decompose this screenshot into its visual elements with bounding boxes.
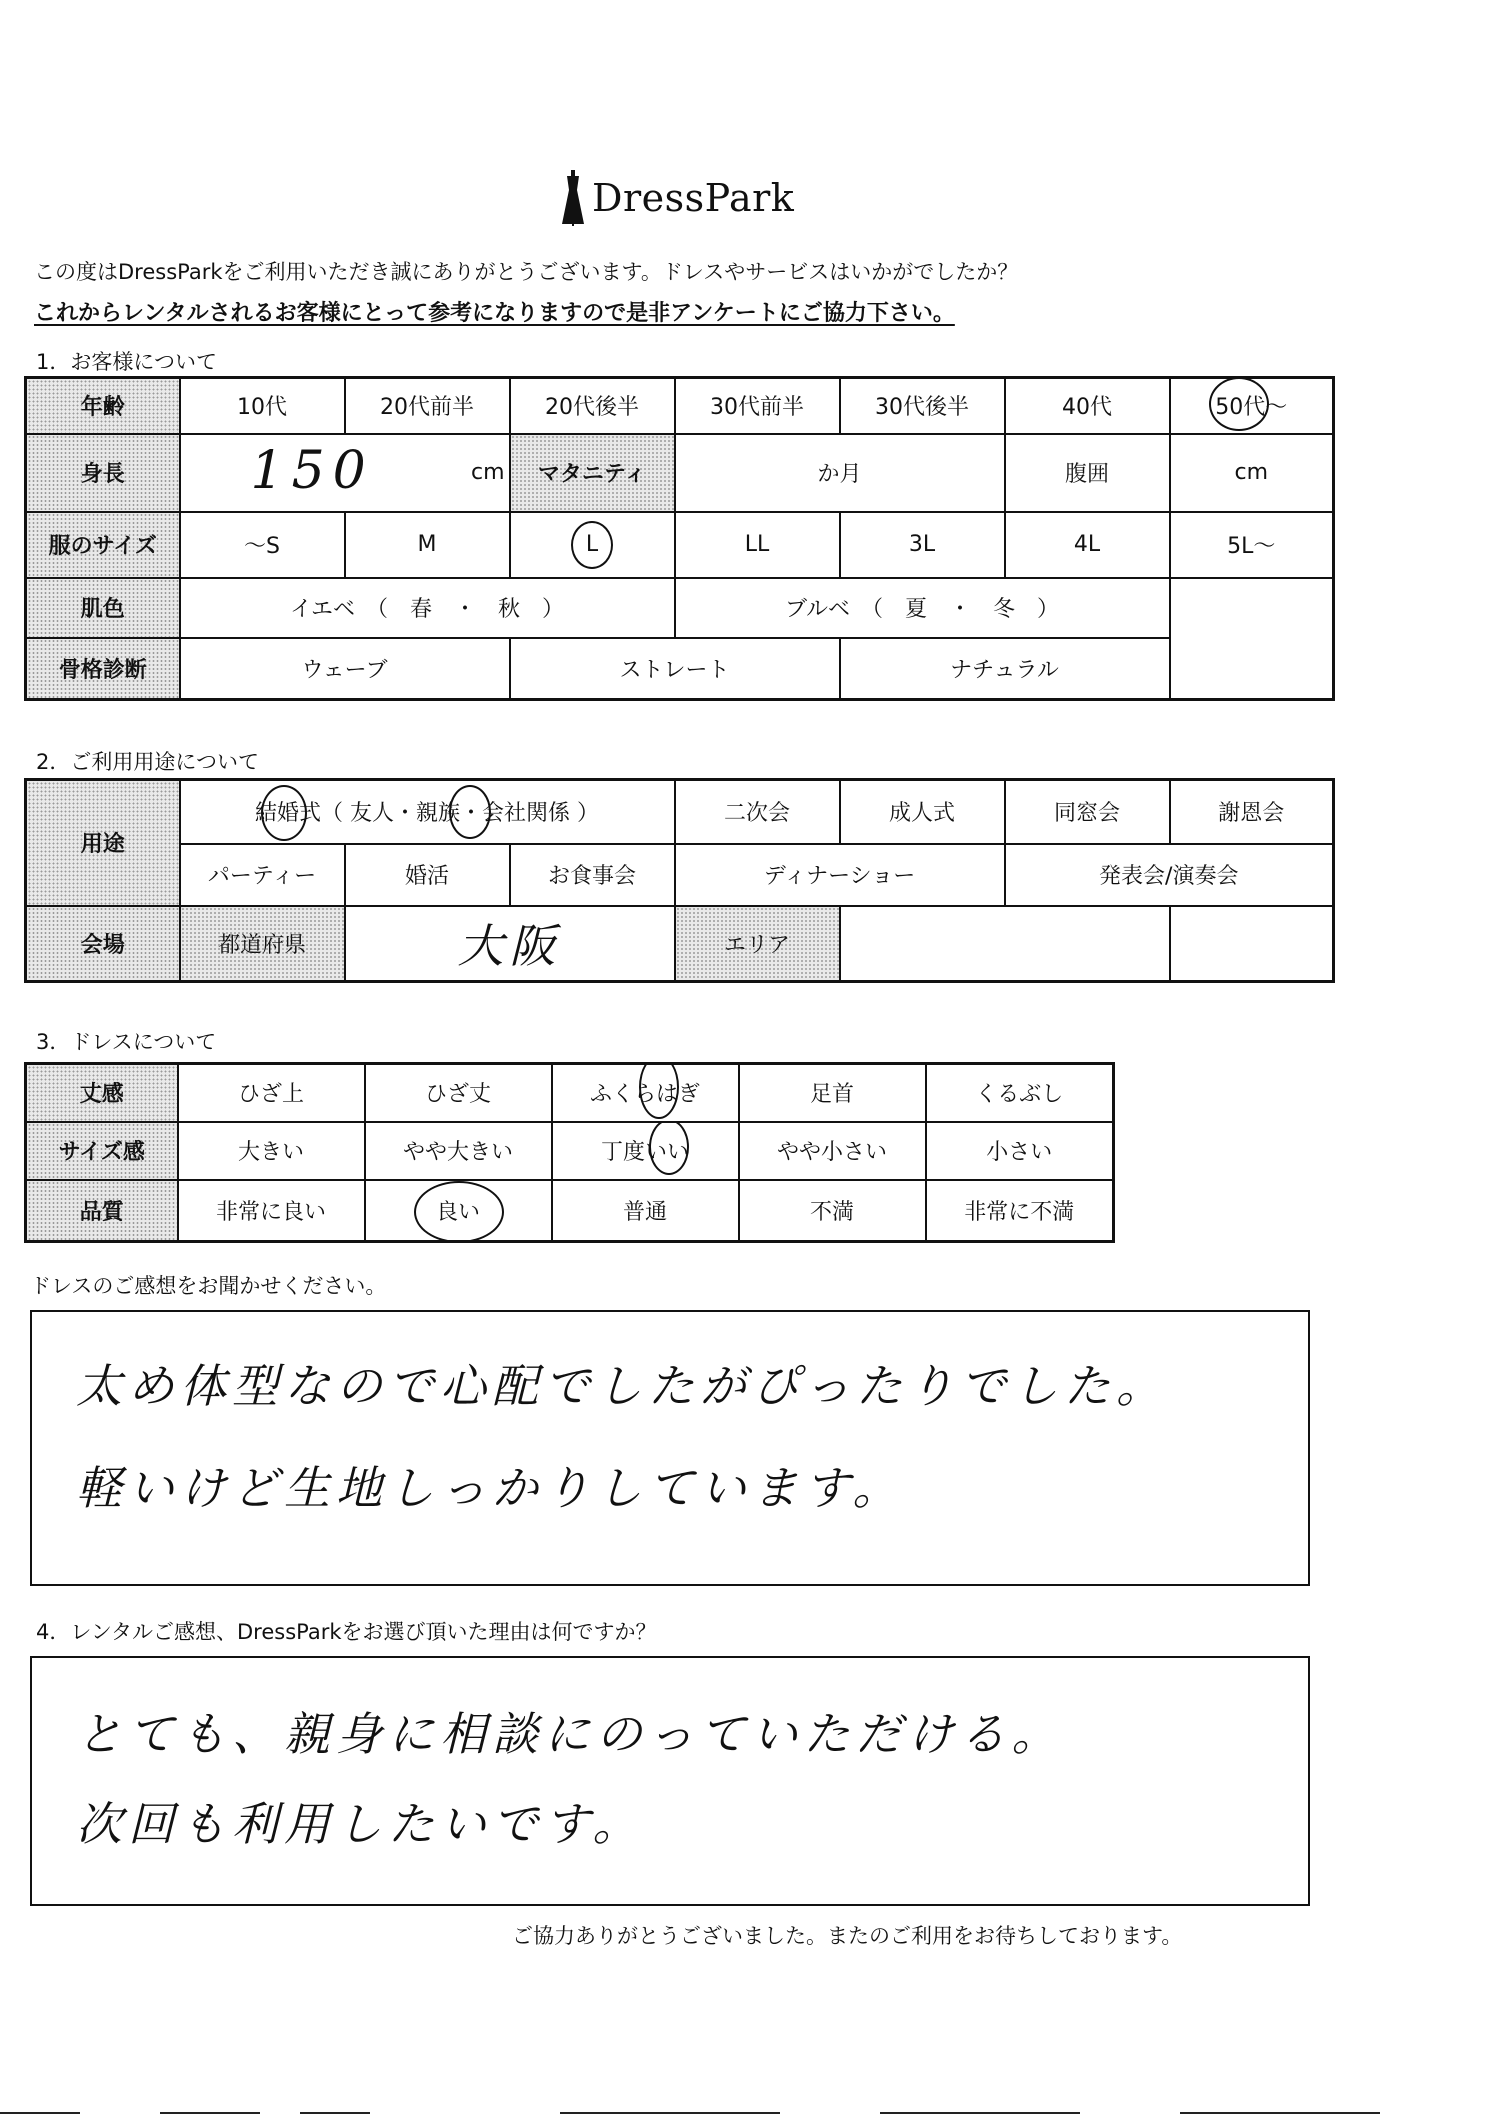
purpose-option[interactable]: 成人式 [840,780,1005,844]
reason-answer-box[interactable] [30,1656,1310,1906]
fit-option[interactable]: やや大きい [365,1122,552,1180]
dress-icon [560,170,586,226]
size-option[interactable]: M [345,512,510,578]
age-option[interactable]: 30代前半 [675,378,840,434]
skin-warm-option[interactable]: イエベ （ 春 ・ 秋 ） [180,578,675,638]
footer-rule [880,2112,1080,2114]
length-option-label: ふくらはぎ [589,1082,700,1108]
purpose-option[interactable]: ディナーショー [675,844,1005,906]
impression-question: ドレスのご感想をお聞かせください。 [30,1274,387,1298]
fit-option[interactable]: 大きい [178,1122,365,1180]
age-option[interactable]: 20代前半 [345,378,510,434]
area-field[interactable] [840,906,1170,982]
waist-unit[interactable]: cm [1170,434,1334,512]
waist-label: 腹囲 [1005,434,1170,512]
venue-header: 会場 [26,906,180,982]
section3-title: 3．ドレスについて [36,1030,217,1054]
footer-rule [0,2112,80,2114]
purpose-wedding-option[interactable] [180,780,675,844]
prefecture-label: 都道府県 [180,906,345,982]
purpose-table [24,778,1335,983]
fit-option-selected[interactable] [552,1122,739,1180]
prefecture-value: 大阪 [457,919,562,974]
length-option[interactable]: 足首 [739,1064,926,1122]
purpose-option[interactable]: お食事会 [510,844,675,906]
age-header: 年齢 [26,378,180,434]
quality-option-selected[interactable] [365,1180,552,1242]
empty-cell [1170,578,1334,638]
height-value: 150 [250,440,374,501]
size-option-selected[interactable] [510,512,675,578]
section2-title: 2．ご利用用途について [36,750,259,774]
height-unit: cm [470,460,505,485]
brand-name: DressPark [592,176,795,220]
quality-option-label: 良い [435,1199,480,1225]
frame-option[interactable]: ナチュラル [840,638,1170,700]
dress-table [24,1062,1115,1243]
size-option[interactable]: ～S [180,512,345,578]
size-header: 服のサイズ [26,512,180,578]
intro-request: これからレンタルされるお客様にとって参考になりますので是非アンケートにご協力下さい。 [34,301,955,326]
purpose-option[interactable]: 同窓会 [1005,780,1170,844]
quality-option[interactable]: 普通 [552,1180,739,1242]
age-option[interactable]: 40代 [1005,378,1170,434]
size-option-label: L [585,532,599,557]
purpose-option[interactable]: 婚活 [345,844,510,906]
frame-option[interactable]: ウェーブ [180,638,510,700]
fit-header: サイズ感 [26,1122,178,1180]
prefecture-field[interactable] [345,906,675,982]
footer-rule [560,2112,780,2114]
footer-rule [160,2112,260,2114]
purpose-option[interactable]: パーティー [180,844,345,906]
logo [560,170,794,226]
skin-cool-option[interactable]: ブルベ （ 夏 ・ 冬 ） [675,578,1170,638]
quality-header: 品質 [26,1180,178,1242]
quality-option[interactable]: 不満 [739,1180,926,1242]
area-label: エリア [675,906,840,982]
section4-title: 4．レンタルご感想、DressParkをお選び頂いた理由は何ですか？ [36,1620,657,1644]
empty-cell [1170,906,1334,982]
impression-answer-box[interactable] [30,1310,1310,1586]
intro-text: この度はDressParkをご利用いただき誠にありがとうございます。ドレスやサービスはいかがでしたか？ [34,260,1019,284]
footer-rule [1180,2112,1380,2114]
quality-option[interactable]: 非常に不満 [926,1180,1114,1242]
size-option[interactable]: LL [675,512,840,578]
footer-rule [300,2112,370,2114]
height-field[interactable] [180,434,510,512]
reason-line: とても、親身に相談にのっていただける。 [76,1707,1064,1761]
skin-header: 肌色 [26,578,180,638]
maternity-months-field[interactable] [675,434,1005,512]
age-option[interactable]: 10代 [180,378,345,434]
impression-line: 軽いけど生地しっかりしています。 [76,1461,905,1515]
length-option[interactable]: くるぶし [926,1064,1114,1122]
length-header: 丈感 [26,1064,178,1122]
purpose-option[interactable]: 二次会 [675,780,840,844]
empty-cell [1170,638,1334,700]
length-option[interactable]: ひざ丈 [365,1064,552,1122]
reason-line: 次回も利用したいです。 [76,1797,645,1851]
thanks-message: ご協力ありがとうございました。またのご利用をお待ちしております。 [512,1924,1183,1948]
fit-option[interactable]: やや小さい [739,1122,926,1180]
purpose-option[interactable]: 発表会/演奏会 [1005,844,1334,906]
purpose-header: 用途 [26,780,180,906]
size-option[interactable]: 3L [840,512,1005,578]
length-option[interactable]: ひざ上 [178,1064,365,1122]
length-option-selected[interactable] [552,1064,739,1122]
purpose-wedding-label: 結婚式（ 友人・親族・会社関係 ） [255,801,599,827]
size-option[interactable]: 5L～ [1170,512,1334,578]
age-option-label: 50代～ [1215,395,1288,421]
age-option-selected[interactable] [1170,378,1334,434]
frame-option[interactable]: ストレート [510,638,840,700]
impression-line: 太め体型なので心配でしたがぴったりでした。 [76,1359,1168,1413]
section1-title: 1．お客様について [36,350,217,374]
fit-option-label: 丁度いい [600,1140,689,1165]
month-unit: か月 [817,462,862,487]
customer-table [24,376,1335,701]
frame-header: 骨格診断 [26,638,180,700]
fit-option[interactable]: 小さい [926,1122,1114,1180]
age-option[interactable]: 30代後半 [840,378,1005,434]
age-option[interactable]: 20代後半 [510,378,675,434]
height-header: 身長 [26,434,180,512]
purpose-option[interactable]: 謝恩会 [1170,780,1334,844]
maternity-header: マタニティ [510,434,675,512]
size-option[interactable]: 4L [1005,512,1170,578]
quality-option[interactable]: 非常に良い [178,1180,365,1242]
